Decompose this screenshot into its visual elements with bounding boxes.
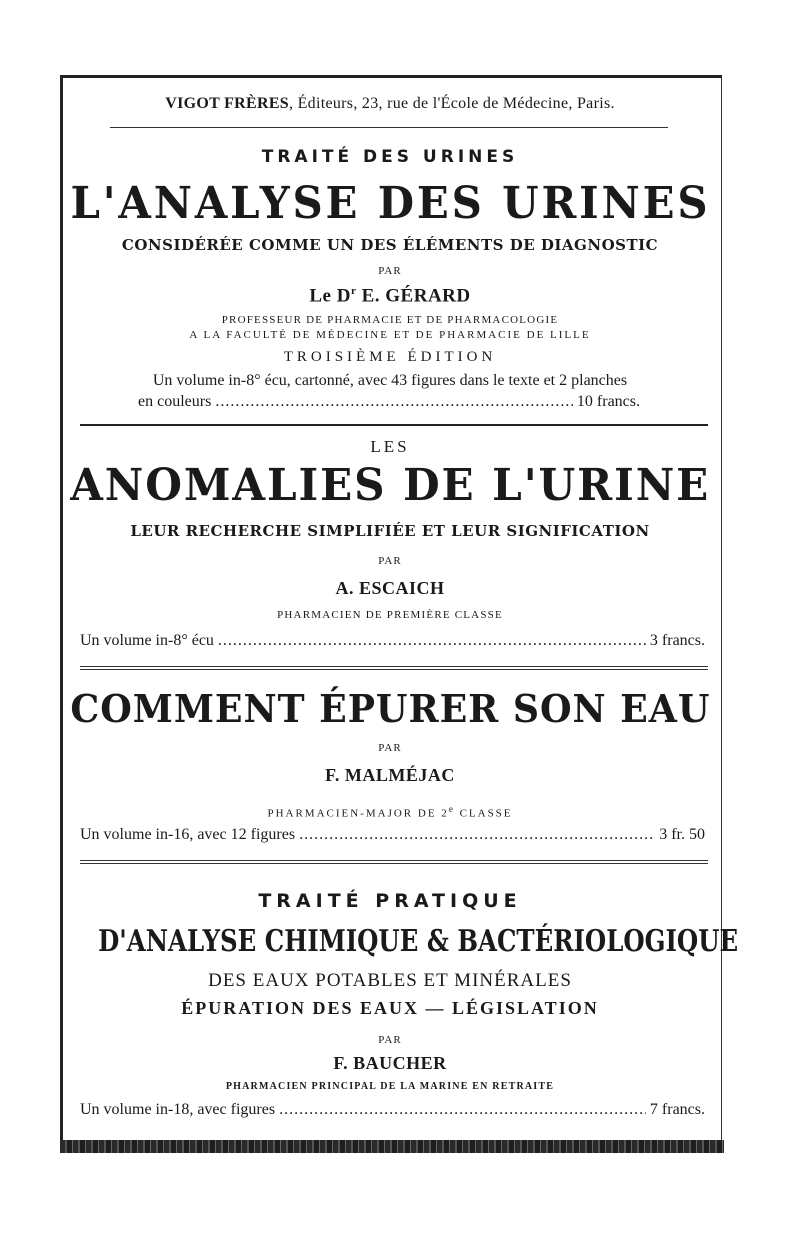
publisher-line <box>30 95 750 113</box>
book1-edition: TROISIÈME ÉDITION <box>283 349 497 365</box>
book4-title: D'ANALYSE CHIMIQUE & BACTÉRIOLOGIQUE <box>98 924 739 959</box>
book3-role-start: PHARMACIEN-MAJOR DE 2 <box>267 807 449 820</box>
book1-role-2: A LA FACULTÉ DE MÉDECINE ET DE PHARMACIE DE LILLE <box>189 329 591 341</box>
publisher-name: VIGOT FRÈRES <box>165 95 289 112</box>
book1-author-sup: r <box>350 285 357 297</box>
book1-author-prefix: Le D <box>309 285 351 307</box>
book4-subtitle-1: DES EAUX POTABLES ET MINÉRALES <box>208 970 572 991</box>
book4-role: PHARMACIEN PRINCIPAL DE LA MARINE EN RETRAITE <box>225 1081 555 1092</box>
book2-title: ANOMALIES DE L'URINE <box>70 460 710 511</box>
book1-series: TRAITÉ DES URINES <box>261 147 519 167</box>
book1-desc-end: en couleurs <box>138 393 212 410</box>
book1-subtitle: CONSIDÉRÉE COMME UN DES ÉLÉMENTS DE DIAGNOSTIC <box>121 236 659 254</box>
book1-title: L'ANALYSE DES URINES <box>70 178 710 229</box>
book4-price-line <box>80 1101 705 1119</box>
book3-role <box>25 804 755 820</box>
book3-role-sup: e <box>448 804 455 814</box>
book2-price: 3 francs. <box>649 632 705 649</box>
book1-author <box>25 285 755 307</box>
book4-price: 7 francs. <box>649 1101 705 1118</box>
book2-les: LES <box>370 437 410 456</box>
publisher-address: , Éditeurs, 23, rue de l'École de Médecine, Paris. <box>289 95 615 112</box>
book4-series: TRAITÉ PRATIQUE <box>258 890 522 912</box>
book1-par: PAR <box>378 265 402 277</box>
divider <box>80 860 708 864</box>
book2-subtitle: LEUR RECHERCHE SIMPLIFIÉE ET LEUR SIGNIFICATION <box>130 522 650 540</box>
book3-desc: Un volume in-16, avec 12 figures <box>80 826 296 843</box>
leader-dots <box>279 1101 646 1119</box>
leader-dots <box>299 826 655 844</box>
book2-par: PAR <box>378 555 402 567</box>
book1-price-line <box>138 393 640 411</box>
book2-role: PHARMACIEN DE PREMIÈRE CLASSE <box>277 609 503 621</box>
book1-description: Un volume in-8° écu, cartonné, avec 43 figures dans le texte et 2 planches <box>152 372 628 389</box>
divider <box>110 127 668 128</box>
book2-price-line <box>80 632 705 650</box>
book1-price: 10 francs. <box>576 393 640 410</box>
book1-author-name: E. GÉRARD <box>356 285 471 307</box>
book3-par: PAR <box>378 742 402 754</box>
book3-price: 3 fr. 50 <box>659 826 705 843</box>
book4-subtitle-2: ÉPURATION DES EAUX — LÉGISLATION <box>181 998 599 1018</box>
book3-author: F. MALMÉJAC <box>325 765 455 785</box>
book3-title: COMMENT ÉPURER SON EAU <box>70 686 710 731</box>
bottom-border-band <box>60 1140 724 1153</box>
divider <box>80 666 708 670</box>
book4-desc: Un volume in-18, avec figures <box>80 1101 276 1118</box>
book2-author: A. ESCAICH <box>335 578 445 598</box>
book4-author: F. BAUCHER <box>333 1053 447 1073</box>
leader-dots <box>218 632 646 650</box>
book4-par: PAR <box>378 1034 402 1046</box>
book2-desc: Un volume in-8° écu <box>80 632 214 649</box>
divider <box>80 424 708 426</box>
book1-role-1: PROFESSEUR DE PHARMACIE ET DE PHARMACOLOGIE <box>221 314 559 326</box>
book3-price-line <box>80 826 705 844</box>
leader-dots <box>215 393 573 411</box>
book3-role-end: CLASSE <box>454 807 513 820</box>
